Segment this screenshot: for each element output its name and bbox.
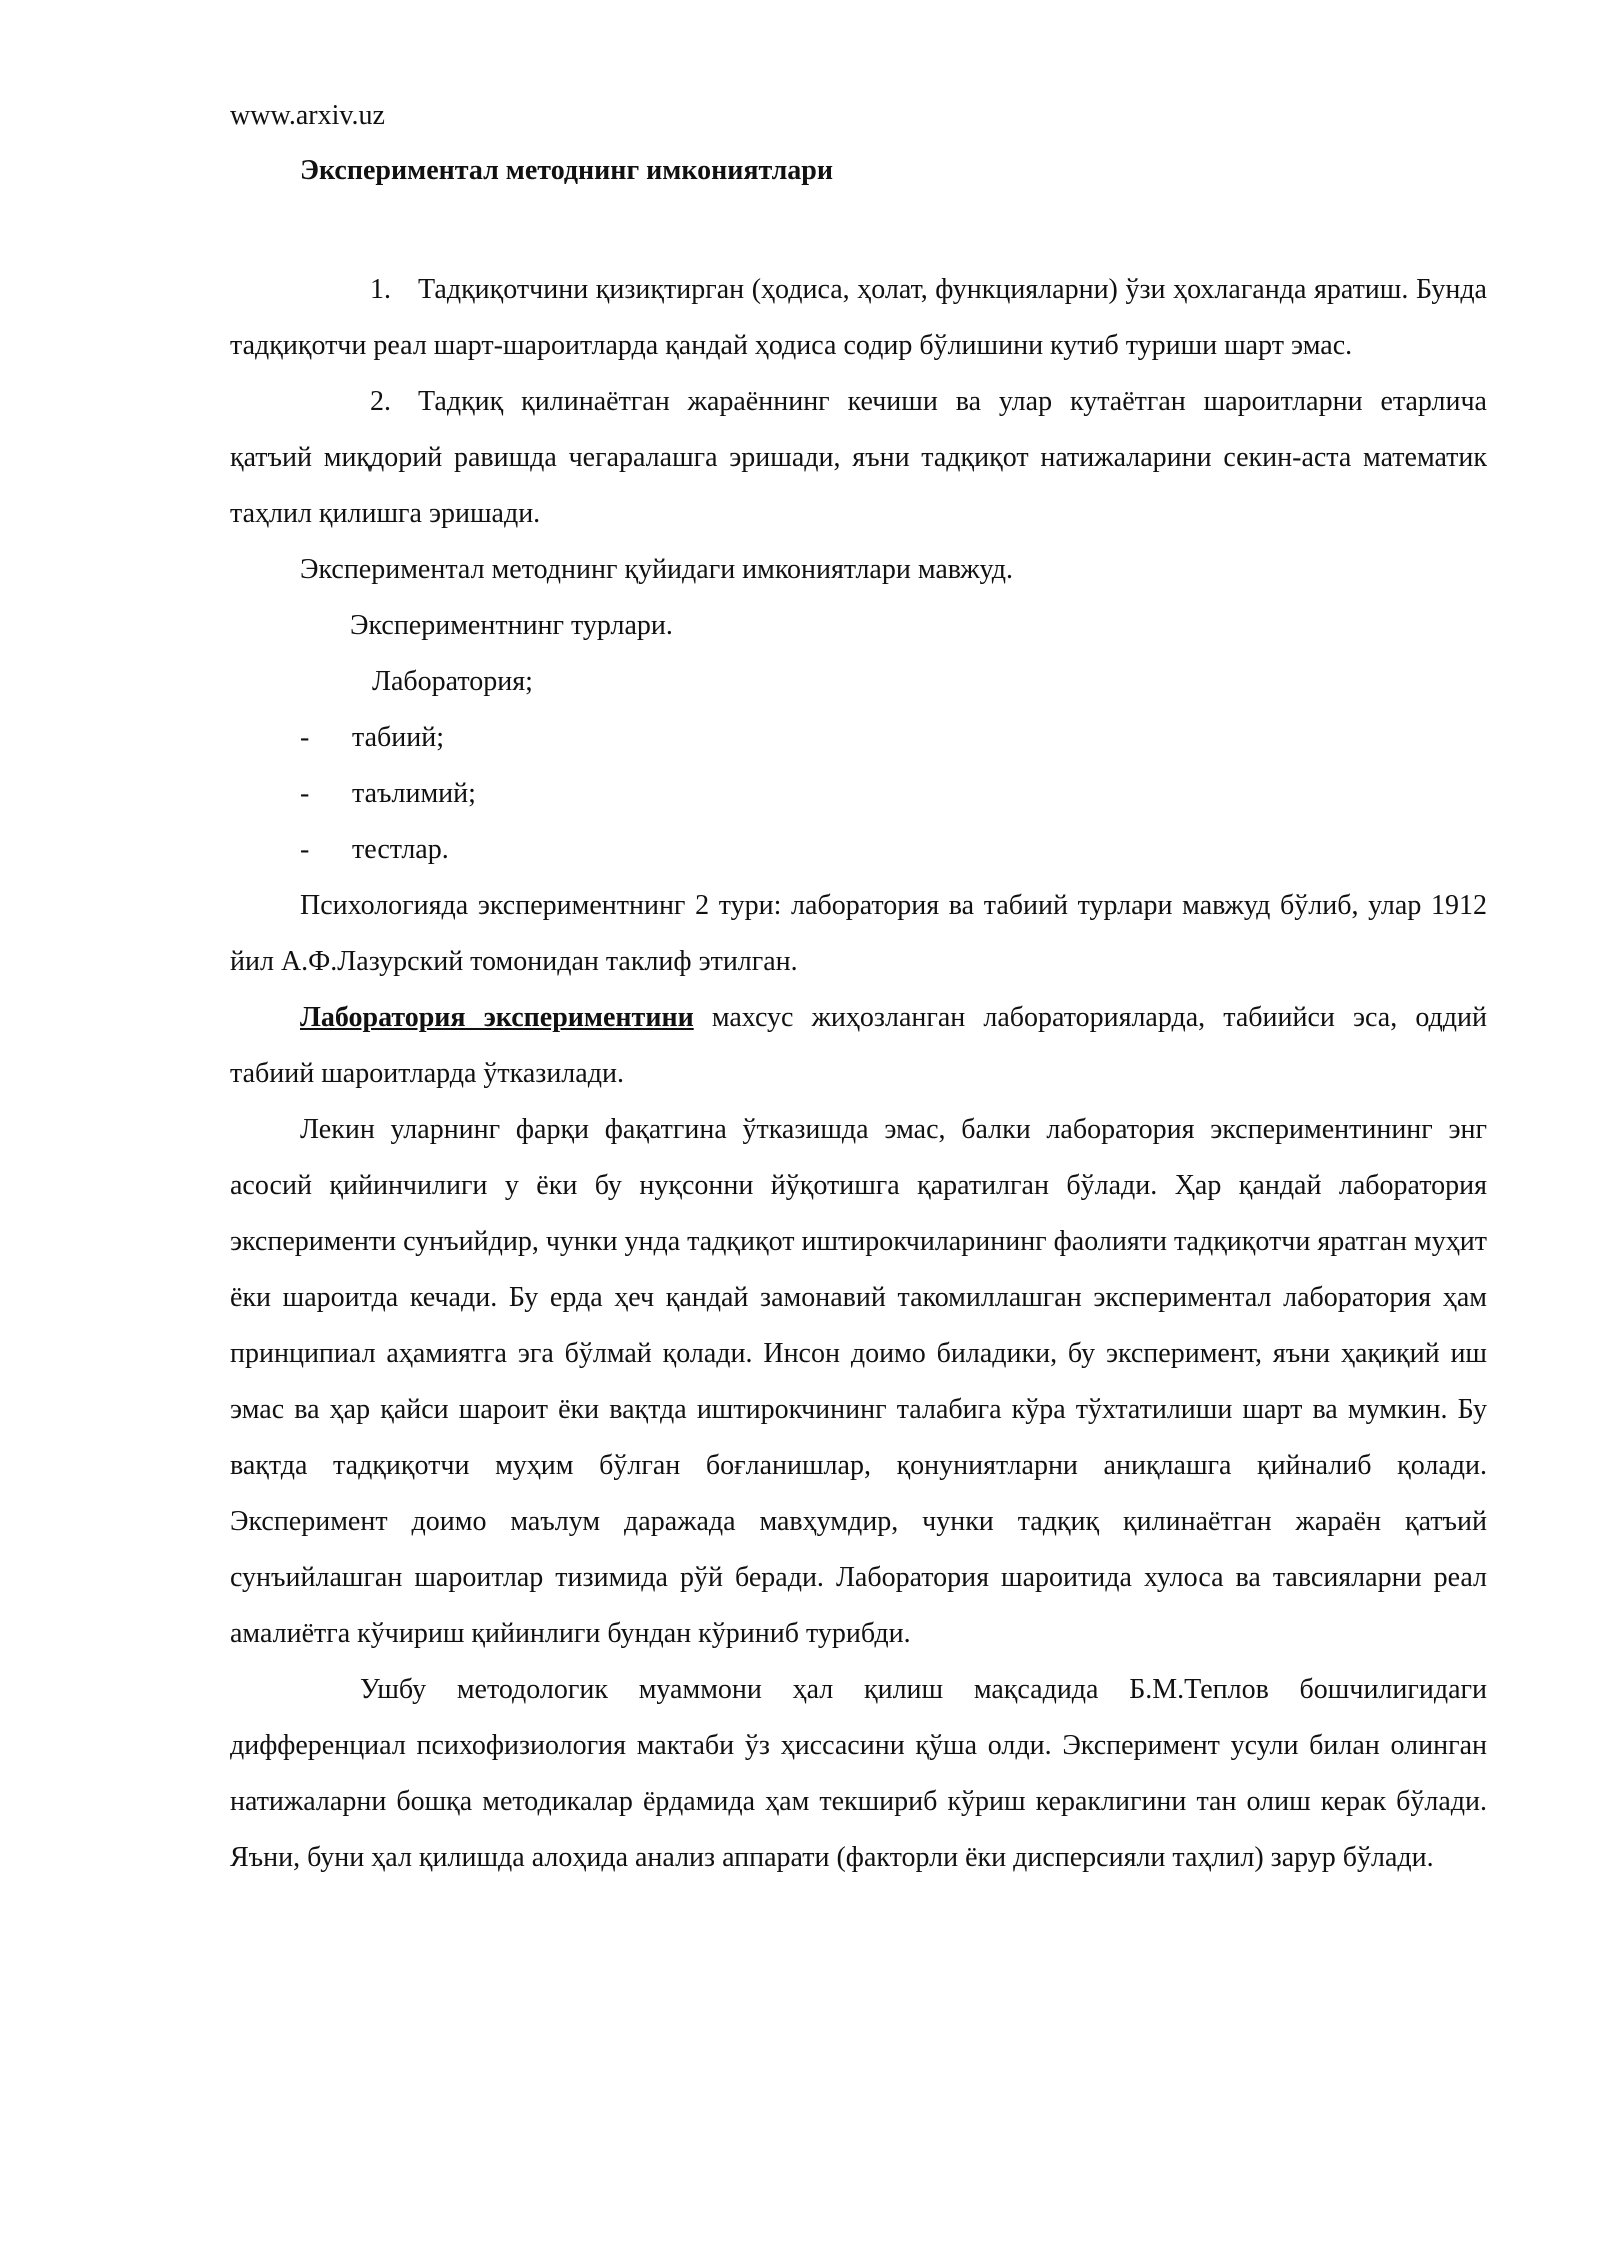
paragraph-psychology: Психологияда экспериментнинг 2 тури: лаборатория ва табиий турлари мавжуд бўлиб, улар 1912 йил А.Ф.Лазурский томонидан таклиф этилган. xyxy=(230,890,1487,977)
item-number: 2. xyxy=(370,386,391,417)
emphasis-term: Лаборатория экспериментини xyxy=(300,1002,694,1033)
paragraph-laboratory xyxy=(230,990,1487,1102)
list-dash: - xyxy=(300,778,310,809)
types-heading: Экспериментнинг турлари. xyxy=(350,610,673,641)
header-url: www.arxiv.uz xyxy=(230,100,385,131)
paragraph-teplov: Ушбу методологик муаммони ҳал қилиш мақсадида Б.М.Теплов бошчилигидаги дифференциал психофизиология мактаби ўз ҳиссасини қўша олди. Эксперимент усули билан олинган натижаларни бошқа методикалар ёрдамида ҳам текшириб кўриш кераклигини тан олиш керак бўлади. Яъни, буни ҳал қилишда алоҳида анализ аппарати (факторли ёки дисперсияли таҳлил) зарур бўлади. xyxy=(230,1674,1487,1873)
paragraph-difference: Лекин уларнинг фарқи фақатгина ўтказишда эмас, балки лаборатория экспериментининг энг асосий қийинчилиги у ёки бу нуқсонни йўқотишга қаратилган бўлади. Ҳар қандай лаборатория эксперименти сунъийдир, чунки унда тадқиқот иштирокчиларининг фаолияти тадқиқотчи яратган муҳит ёки шароитда кечади. Бу ерда ҳеч қандай замонавий такомиллашган экспериментал лаборатория ҳам принципиал аҳамиятга эга бўлмай қолади. Инсон доимо биладики, бу эксперимент, яъни ҳақиқий иш эмас ва ҳар қайси шароит ёки вақтда иштирокчининг талабига кўра тўхтатилиши шарт ва мумкин. Бу вақтда тадқиқотчи муҳим бўлган боғланишлар, қонуниятларни аниқлашга қийналиб қолади. Эксперимент доимо маълум даражада мавҳумдир, чунки тадқиқ қилинаётган жараён қатъий сунъийлашган шароитлар тизимида рўй беради. Лаборатория шароитида хулоса ва тавсияларни реал амалиётга кўчириш қийинлиги бундан кўриниб турибди. xyxy=(230,1114,1487,1649)
numbered-item xyxy=(230,262,1487,374)
list-dash: - xyxy=(300,722,310,753)
numbered-item xyxy=(230,374,1487,542)
list-item-text: табиий; xyxy=(352,722,444,753)
list-dash: - xyxy=(300,834,310,865)
list-item-text: таълимий; xyxy=(352,778,476,809)
document-title: Экспериментал методнинг имкониятлари xyxy=(300,155,834,186)
paragraph-laboratory-rest: махсус жиҳозланган лабораторияларда, табиийси эса, оддий табиий шароитларда ўтказилади. xyxy=(230,1002,1488,1089)
laboratory-line: Лаборатория; xyxy=(372,666,533,697)
capabilities-line: Экспериментал методнинг қуйидаги имкониятлари мавжуд. xyxy=(300,554,1014,585)
list-item xyxy=(230,822,1487,878)
document-body xyxy=(230,262,1487,1886)
item-text: Тадқиқотчини қизиқтирган (ҳодиса, ҳолат, функцияларни) ўзи ҳохлаганда яратиш. Бунда тадқиқотчи реал шарт-шароитларда қандай ҳодиса содир бўлишини кутиб туриши шарт эмас. xyxy=(230,274,1487,361)
list-item-text: тестлар. xyxy=(352,834,449,865)
list-item xyxy=(230,766,1487,822)
item-number: 1. xyxy=(370,274,391,305)
list-item xyxy=(230,710,1487,766)
item-text: Тадқиқ қилинаётган жараённинг кечиши ва улар кутаётган шароитларни етарлича қатъий миқдорий равишда чегаралашга эришади, яъни тадқиқот натижаларини секин-аста математик таҳлил қилишга эришади. xyxy=(230,386,1487,529)
